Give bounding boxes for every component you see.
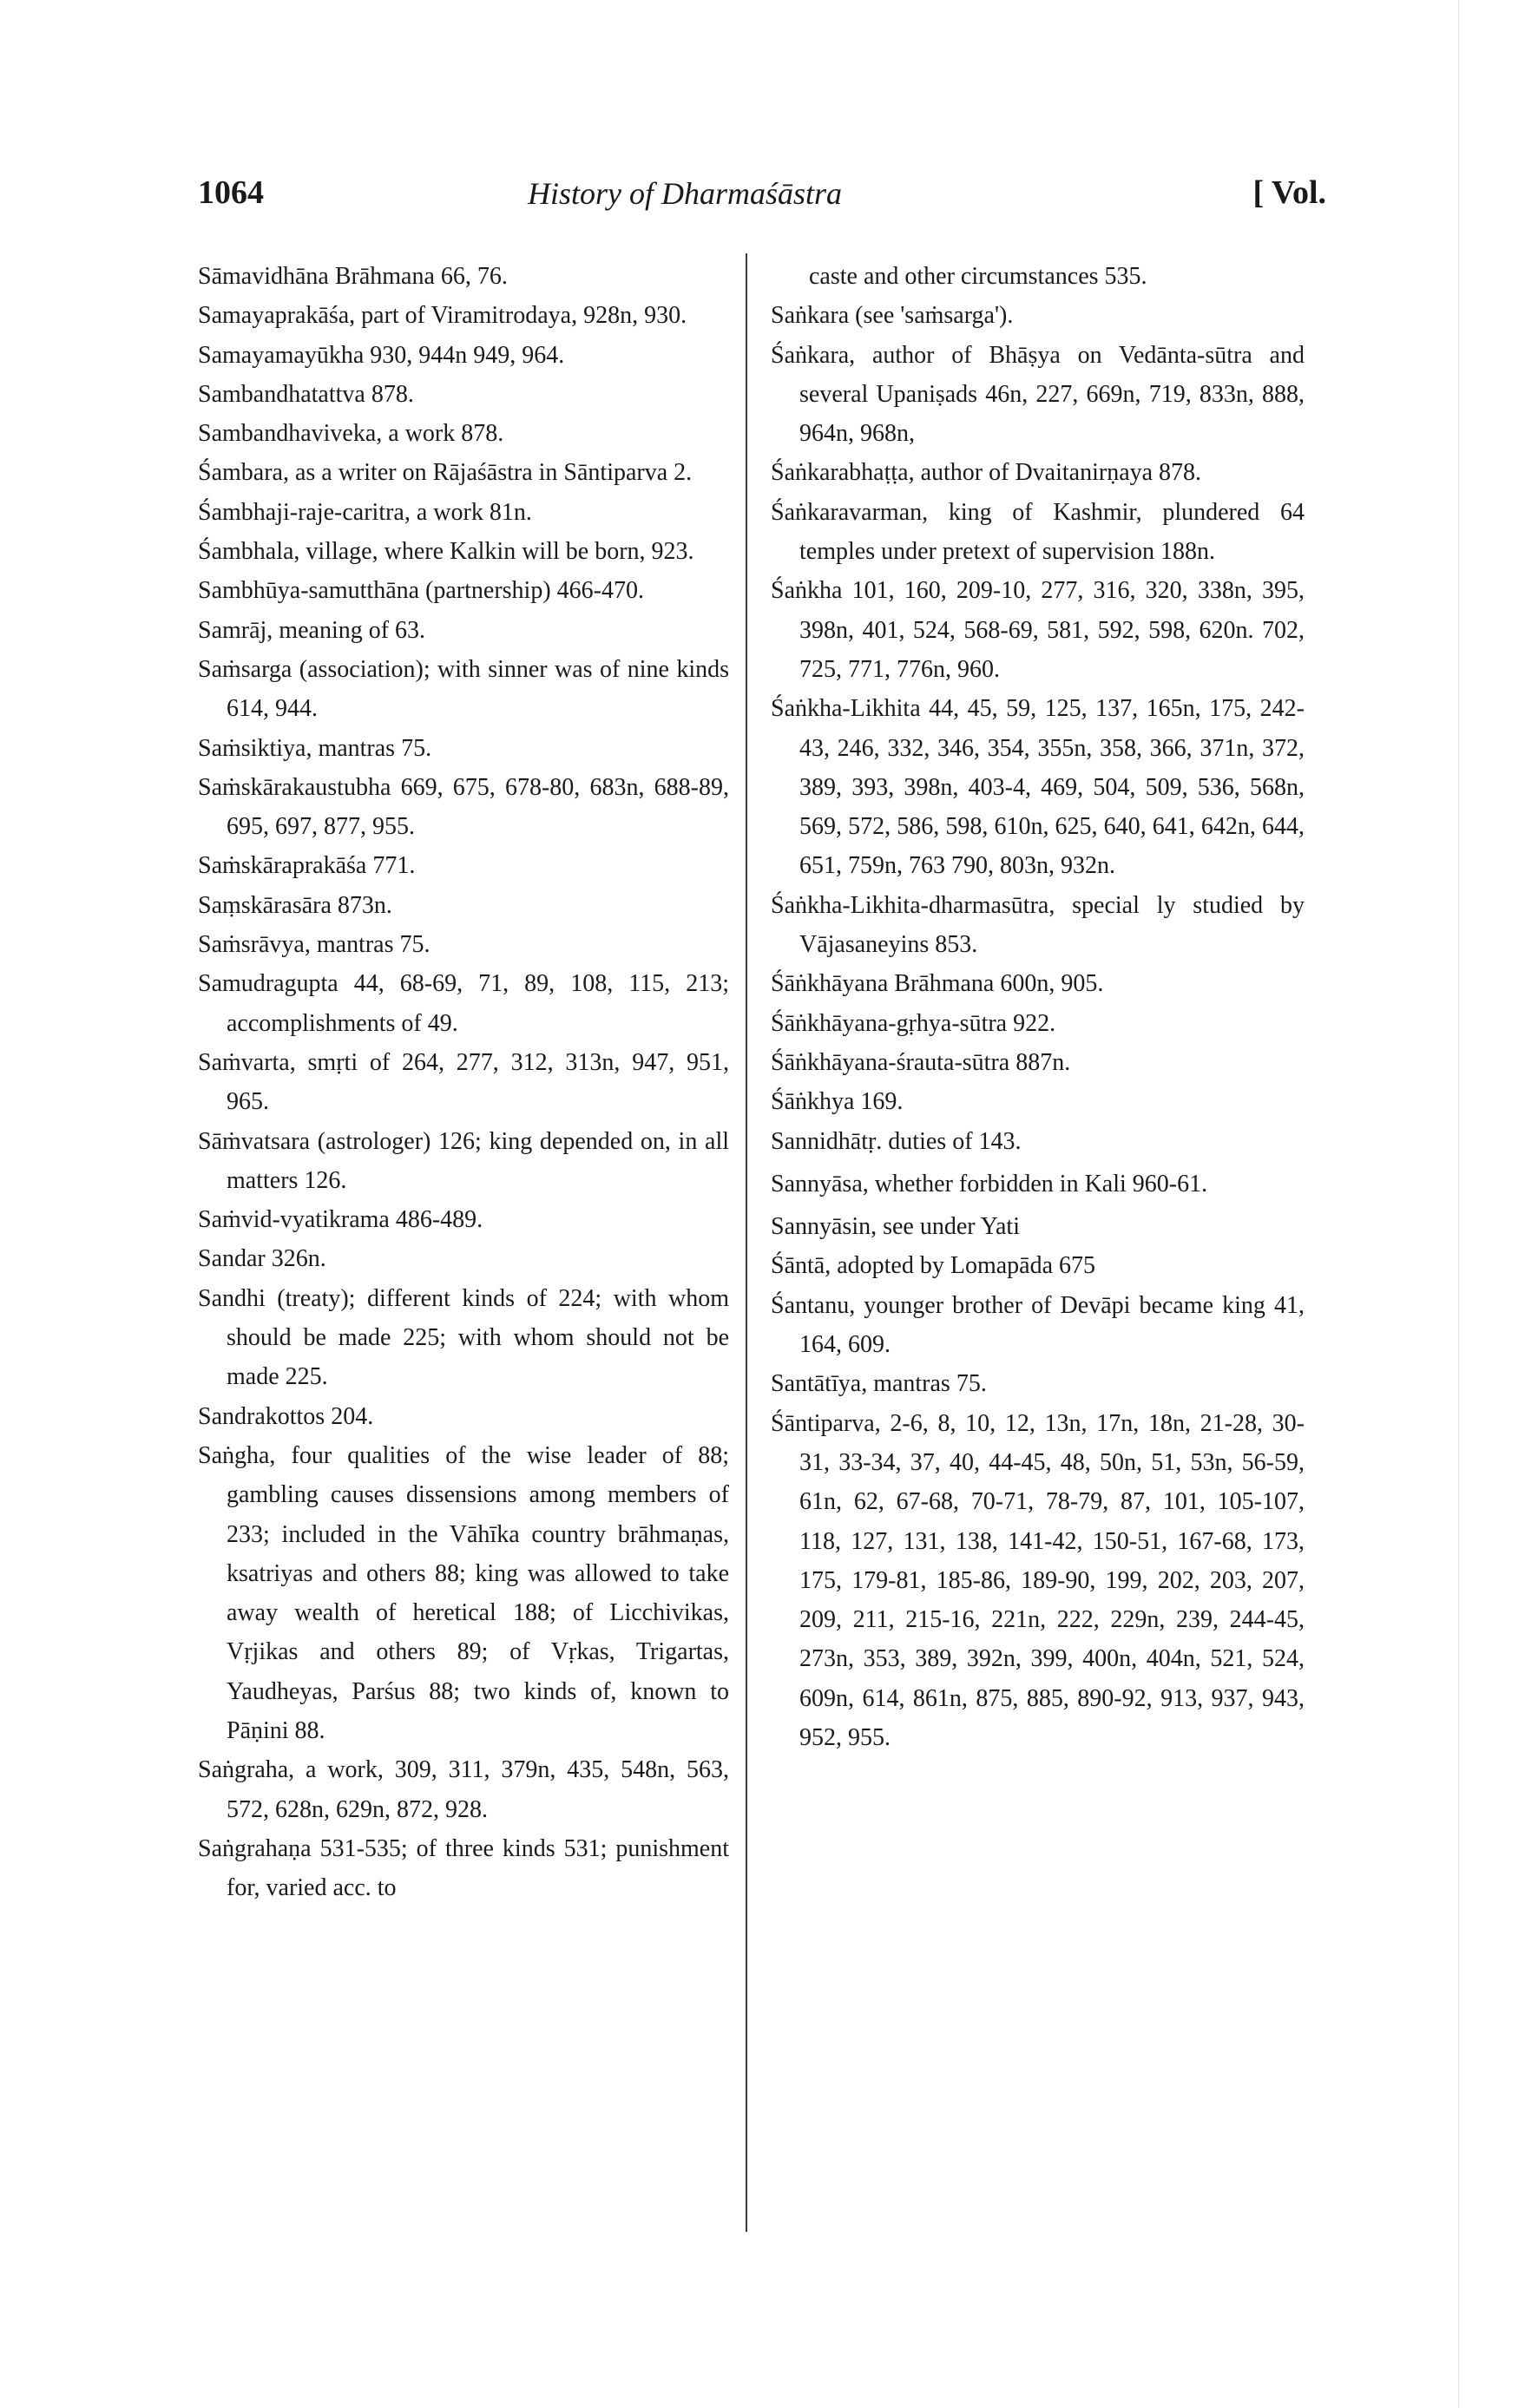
index-entry: Śaṅkha 101, 160, 209-10, 277, 316, 320, 338n, 395, 398n, 401, 524, 568-69, 581, 592, 598, 620n. 702, 725, 771, 776n, 960.	[771, 577, 1305, 683]
index-entry: Sāmavidhāna Brāhmana 66, 76.	[198, 263, 508, 290]
index-entry: Saṁsrāvya, mantras 75.	[198, 931, 431, 959]
index-entry: Śāṅkhāyana-śrauta-sūtra 887n.	[771, 1048, 1071, 1076]
index-entry: Sambhūya-samutthāna (partnership) 466-470.	[198, 577, 644, 605]
index-entry: Sannidhātṛ. duties of 143.	[771, 1127, 1022, 1155]
index-entry: Sāṁvatsara (astrologer) 126; king depended on, in all matters 126.	[198, 1127, 729, 1194]
index-entry: Saṁskārakaustubha 669, 675, 678-80, 683n, 688-89, 695, 697, 877, 955.	[198, 773, 729, 841]
index-entry: Sambandhaviveka, a work 878.	[198, 420, 504, 448]
index-entry: Sannyāsa, whether forbidden in Kali 960-61.	[771, 1170, 1208, 1197]
index-column-left	[198, 257, 729, 1907]
index-entry: Śāṅkhāyana-gṛhya-sūtra 922.	[771, 1009, 1056, 1037]
running-title: History of Dharmaśāstra	[528, 176, 843, 211]
index-entry: Saṁvid-vyatikrama 486-489.	[198, 1206, 483, 1234]
index-entry: Samudragupta 44, 68-69, 71, 89, 108, 115, 213; accomplishments of 49.	[198, 970, 729, 1037]
index-entry-continuation: caste and other circumstances 535.	[809, 263, 1147, 290]
index-entry: Śambhaji-raje-caritra, a work 81n.	[198, 498, 532, 526]
index-entry: Santātīya, mantras 75.	[771, 1370, 987, 1398]
index-entry: Śambara, as a writer on Rājaśāstra in Sāntiparva 2.	[198, 459, 693, 487]
index-entry: Saṁsiktiya, mantras 75.	[198, 734, 432, 762]
index-entry: Samrāj, meaning of 63.	[198, 616, 426, 644]
index-entry: Saṁsarga (association); with sinner was of nine kinds 614, 944.	[198, 655, 729, 723]
index-entry: Saṅkara (see 'saṁsarga').	[771, 302, 1014, 330]
index-entry: Śaṅkarabhaṭṭa, author of Dvaitanirṇaya 878.	[771, 459, 1202, 487]
page-number: 1064	[198, 174, 264, 211]
index-entry: Sannyāsin, see under Yati	[771, 1213, 1020, 1241]
index-entry: Śambhala, village, where Kalkin will be born, 923.	[198, 538, 694, 566]
index-entry: Samayaprakāśa, part of Viramitrodaya, 928n, 930.	[198, 302, 687, 330]
index-entry: Śāntiparva, 2-6, 8, 10, 12, 13n, 17n, 18n, 21-28, 30-31, 33-34, 37, 40, 44-45, 48, 50n, 51, 53n, 56-59, 61n, 62, 67-68, 70-71, 78-79, 87, 101, 105-107, 118, 127, 131, 138, 141-42, 150-51, 167-68, 173, 175, 179-81, 185-86, 189-90, 199, 202, 203, 207, 209, 211, 215-16, 221n, 222, 229n, 239, 244-45, 273n, 353, 389, 392n, 399, 400n, 404n, 521, 524, 609n, 614, 861n, 875, 885, 890-92, 913, 937, 943, 952, 955.	[771, 1409, 1305, 1751]
index-entry: Saṅgrahaṇa 531-535; of three kinds 531; punishment for, varied acc. to	[198, 1834, 729, 1902]
index-entry: Saṁskāraprakāśa 771.	[198, 852, 416, 880]
index-entry: Samayamayūkha 930, 944n 949, 964.	[198, 341, 565, 369]
index-entry: Saṅgraha, a work, 309, 311, 379n, 435, 548n, 563, 572, 628n, 629n, 872, 928.	[198, 1756, 729, 1823]
index-entry: Saṁvarta, smṛti of 264, 277, 312, 313n, 947, 951, 965.	[198, 1048, 729, 1116]
volume-label: [ Vol.	[1252, 174, 1326, 211]
index-entry: Śaṅkha-Likhita-dharmasūtra, special ly studied by Vājasaneyins 853.	[771, 891, 1305, 959]
index-entry: Sandar 326n.	[198, 1245, 326, 1273]
scan-edge-line	[1458, 0, 1459, 2408]
index-entry: Śāntā, adopted by Lomapāda 675	[771, 1252, 1096, 1280]
index-column-right	[771, 257, 1305, 1757]
page-header	[198, 174, 1326, 226]
index-entry: Śaṅkha-Likhita 44, 45, 59, 125, 137, 165n, 175, 242-43, 246, 332, 346, 354, 355n, 358, 366, 371n, 372, 389, 393, 398n, 403-4, 469, 504, 509, 536, 568n, 569, 572, 586, 598, 610n, 625, 640, 641, 642n, 644, 651, 759n, 763 790, 803n, 932n.	[771, 695, 1305, 880]
index-entry: Sambandhatattva 878.	[198, 380, 414, 408]
index-entry: Saṃskārasāra 873n.	[198, 891, 392, 919]
index-entry: Śantanu, younger brother of Devāpi became king 41, 164, 609.	[771, 1291, 1305, 1359]
index-entry: Sandhi (treaty); different kinds of 224; with whom should be made 225; with whom should not be made 225.	[198, 1284, 729, 1391]
column-divider	[746, 253, 747, 2232]
index-entry: Śaṅkara, author of Bhāṣya on Vedānta-sūtra and several Upaniṣads 46n, 227, 669n, 719, 833n, 888, 964n, 968n,	[771, 341, 1305, 448]
index-entry: Śāṅkhāyana Brāhmana 600n, 905.	[771, 970, 1104, 998]
index-entry: Sandrakottos 204.	[198, 1402, 374, 1430]
index-entry: Śāṅkhya 169.	[771, 1088, 904, 1116]
index-entry: Śaṅkaravarman, king of Kashmir, plundered 64 temples under pretext of supervision 188n.	[771, 498, 1305, 566]
index-entry: Saṅgha, four qualities of the wise leader of 88; gambling causes dissensions among members of 233; included in the Vāhīka country brāhmaṇas, ksatriyas and others 88; king was allowed to take away wealth of heretical 188; of Licchivikas, Vṛjikas and others 89; of Vṛkas, Trigartas, Yaudheyas, Parśus 88; two kinds of, known to Pāṇini 88.	[198, 1441, 729, 1744]
